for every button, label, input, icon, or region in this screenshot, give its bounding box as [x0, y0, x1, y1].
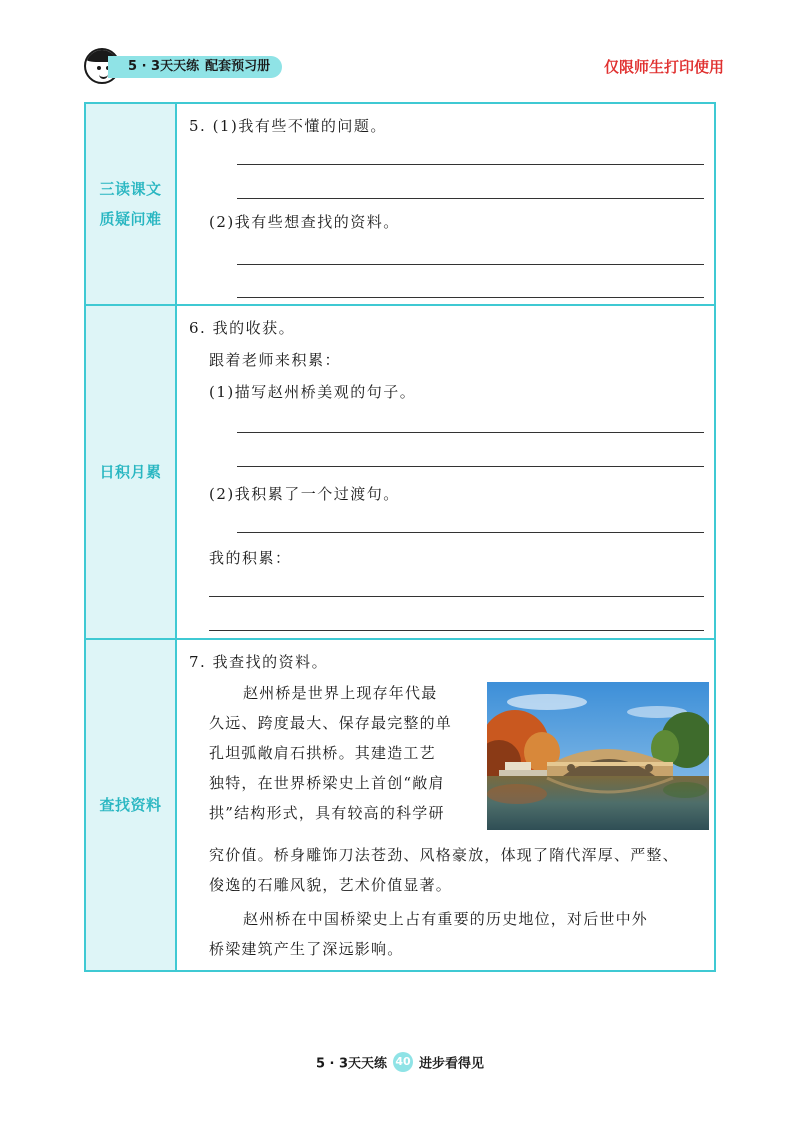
- passage-line: 孔坦弧敞肩石拱桥。其建造工艺: [209, 744, 436, 762]
- section-content: [179, 306, 714, 638]
- answer-line[interactable]: [237, 164, 704, 165]
- answer-line[interactable]: [237, 297, 704, 298]
- passage-line: 俊逸的石雕风貌，艺术价值显著。: [209, 876, 453, 894]
- section-question-reading: [86, 104, 714, 306]
- section-label-cell: [86, 306, 177, 638]
- answer-line[interactable]: [237, 198, 704, 199]
- section-label: 查找资料: [99, 796, 162, 814]
- answer-line[interactable]: [237, 264, 704, 265]
- footer-slogan: 进步看得见: [419, 1056, 485, 1072]
- page-header: [84, 46, 724, 86]
- series-badge: [108, 56, 282, 78]
- question-6-part1: (1)描写赵州桥美观的句子。: [209, 383, 417, 401]
- section-label-line1: 三读课文: [99, 180, 162, 198]
- footer-series: 5 · 3天天练: [315, 1056, 388, 1072]
- usage-notice: 仅限师生打印使用: [603, 58, 724, 76]
- question-7: 7. 我查找的资料。: [189, 653, 329, 671]
- question-6: 6. 我的收获。: [189, 319, 296, 337]
- answer-line[interactable]: [237, 432, 704, 433]
- section-content: [179, 640, 714, 970]
- answer-line[interactable]: [237, 466, 704, 467]
- passage-line: 拱”结构形式，具有较高的科学研: [209, 804, 445, 822]
- question-6-part2: (2)我积累了一个过渡句。: [209, 485, 400, 503]
- section-label-line2: 质疑问难: [99, 210, 162, 228]
- worksheet-table: [84, 102, 716, 972]
- section-research: [86, 640, 714, 970]
- section-accumulation: [86, 306, 714, 640]
- section-label-cell: [86, 104, 177, 304]
- question-5: 5. (1)我有些不懂的问题。: [189, 117, 387, 135]
- section-content: [179, 104, 714, 304]
- question-6-part3: 我的积累：: [209, 549, 292, 567]
- zhaozhou-bridge-photo: [487, 682, 709, 830]
- question-5-part2: (2)我有些想查找的资料。: [209, 213, 400, 231]
- page-number: 40: [393, 1052, 413, 1072]
- page-footer: [0, 1052, 800, 1072]
- passage-line: 究价值。桥身雕饰刀法苍劲、风格豪放，体现了隋代浑厚、严整、: [209, 846, 679, 864]
- series-title: 5 · 3天天练: [128, 59, 200, 74]
- answer-line[interactable]: [209, 596, 704, 597]
- passage-line: 赵州桥是世界上现存年代最: [243, 684, 438, 702]
- series-subtitle: 配套预习册: [205, 59, 271, 74]
- passage-line: 赵州桥在中国桥梁史上占有重要的历史地位，对后世中外: [243, 910, 649, 928]
- passage-line: 独特，在世界桥梁史上首创“敞肩: [209, 774, 445, 792]
- passage-line: 桥梁建筑产生了深远影响。: [209, 940, 404, 958]
- answer-line[interactable]: [209, 630, 704, 631]
- question-6-intro: 跟着老师来积累：: [209, 351, 342, 369]
- passage-line: 久远、跨度最大、保存最完整的单: [209, 714, 453, 732]
- section-label: 日积月累: [99, 463, 162, 481]
- section-label-cell: [86, 640, 177, 970]
- answer-line[interactable]: [237, 532, 704, 533]
